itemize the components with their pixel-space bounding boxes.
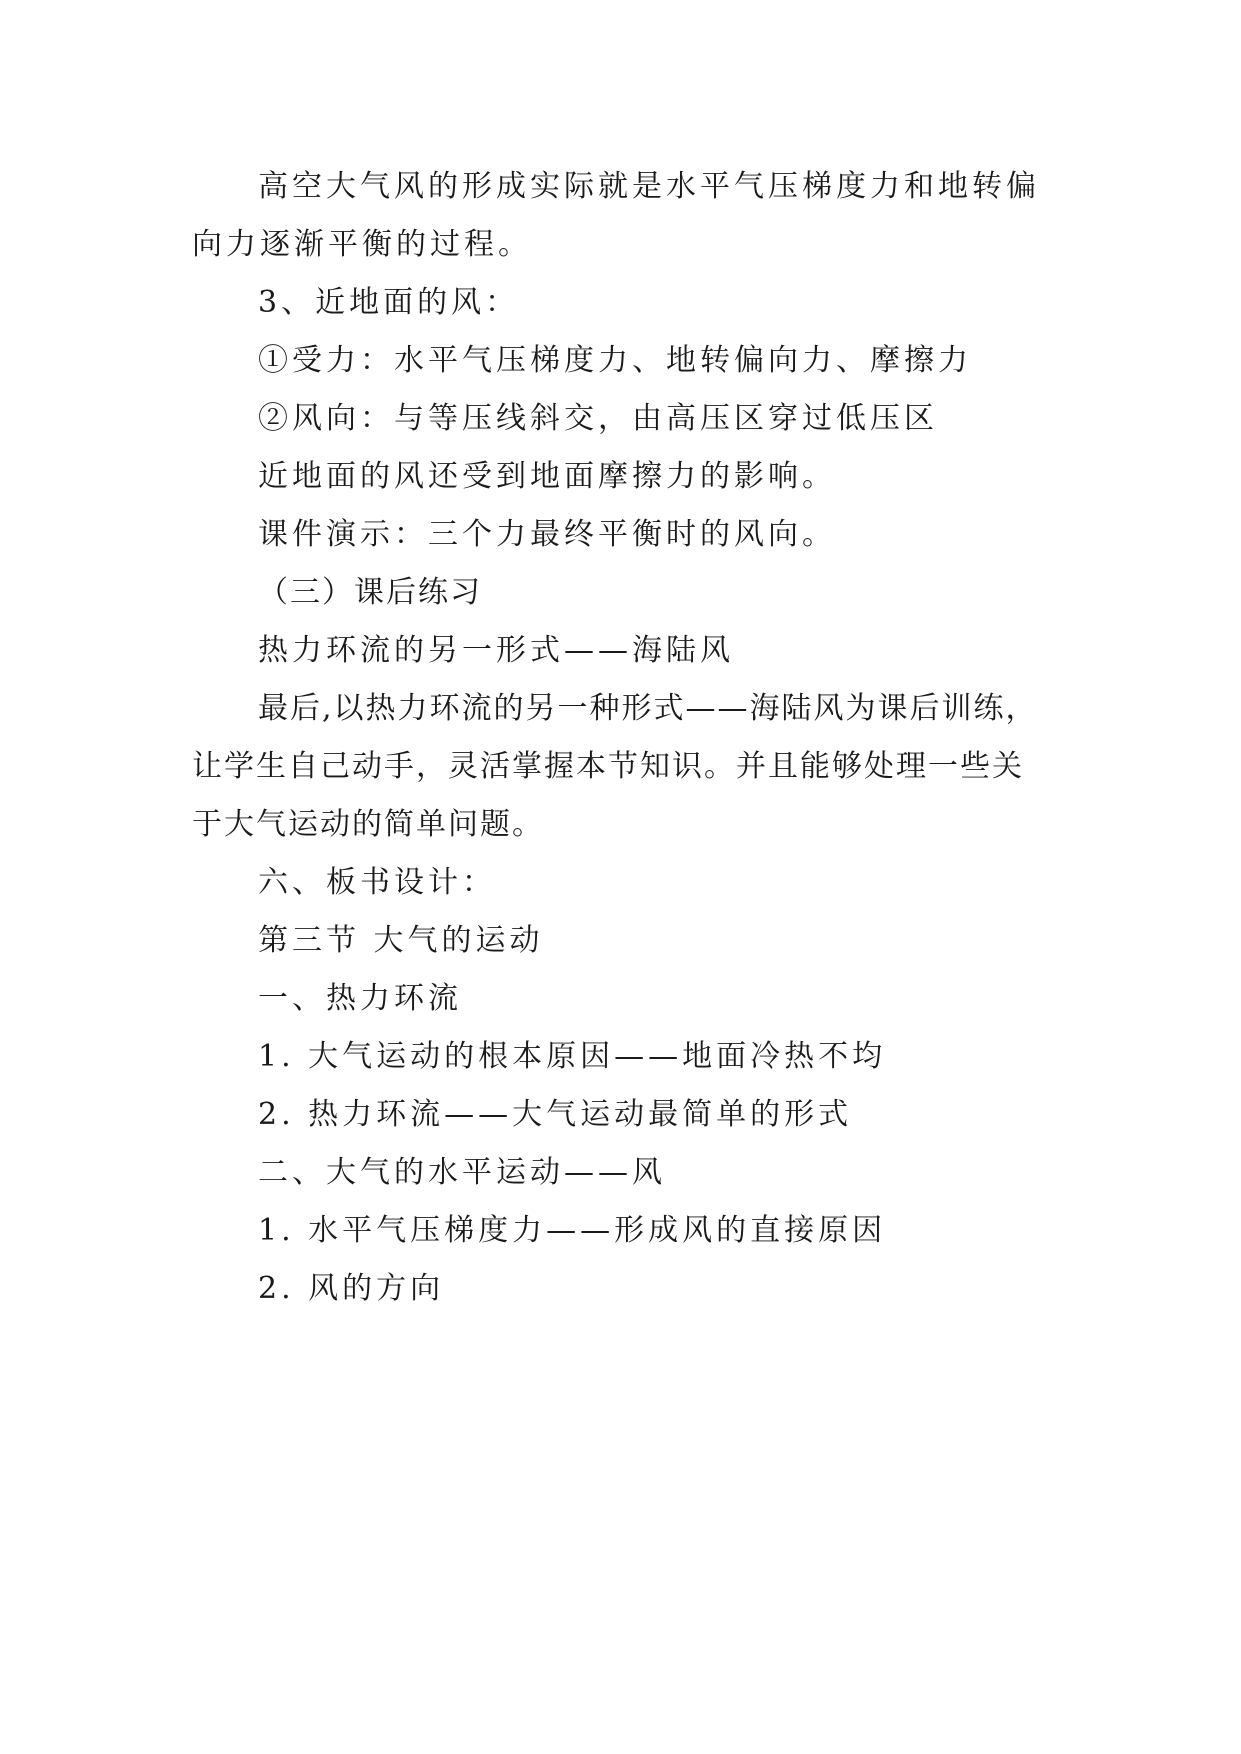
document-body [192, 158, 1054, 1318]
paragraph-sea-land-breeze: 热力环流的另一形式——海陆风 [258, 633, 734, 668]
paragraph-root-cause: 1. 大气运动的根本原因——地面冷热不均 [258, 1039, 887, 1074]
paragraph-thermal-circulation: 一、热力环流 [258, 981, 462, 1016]
paragraph-forces: ①受力：水平气压梯度力、地转偏向力、摩擦力 [258, 343, 972, 378]
paragraph-after-class-heading: （三）课后练习 [258, 575, 482, 610]
paragraph-homework: 最后,以热力环流的另一种形式——海陆风为课后训练，让学生自己动手，灵活掌握本节知识。并且能够处理一些关于大气运动的简单问题。 [192, 691, 1038, 842]
paragraph-surface-wind-heading: 3、近地面的风： [258, 285, 520, 320]
paragraph-wind-direction: ②风向：与等压线斜交，由高压区穿过低压区 [258, 401, 938, 436]
paragraph-section-title: 第三节 大气的运动 [258, 923, 544, 958]
paragraph-board-design-heading: 六、板书设计： [258, 865, 496, 900]
paragraph-courseware-demo: 课件演示：三个力最终平衡时的风向。 [258, 517, 836, 552]
paragraph-friction-effect: 近地面的风还受到地面摩擦力的影响。 [258, 459, 836, 494]
paragraph-wind-direction-item: 2. 风的方向 [258, 1271, 445, 1306]
paragraph-simplest-form: 2. 热力环流——大气运动最简单的形式 [258, 1097, 853, 1132]
paragraph-pressure-gradient: 1. 水平气压梯度力——形成风的直接原因 [258, 1213, 887, 1248]
paragraph-horizontal-motion: 二、大气的水平运动——风 [258, 1155, 666, 1190]
paragraph-high-altitude-wind: 高空大气风的形成实际就是水平气压梯度力和地转偏向力逐渐平衡的过程。 [192, 169, 1040, 262]
